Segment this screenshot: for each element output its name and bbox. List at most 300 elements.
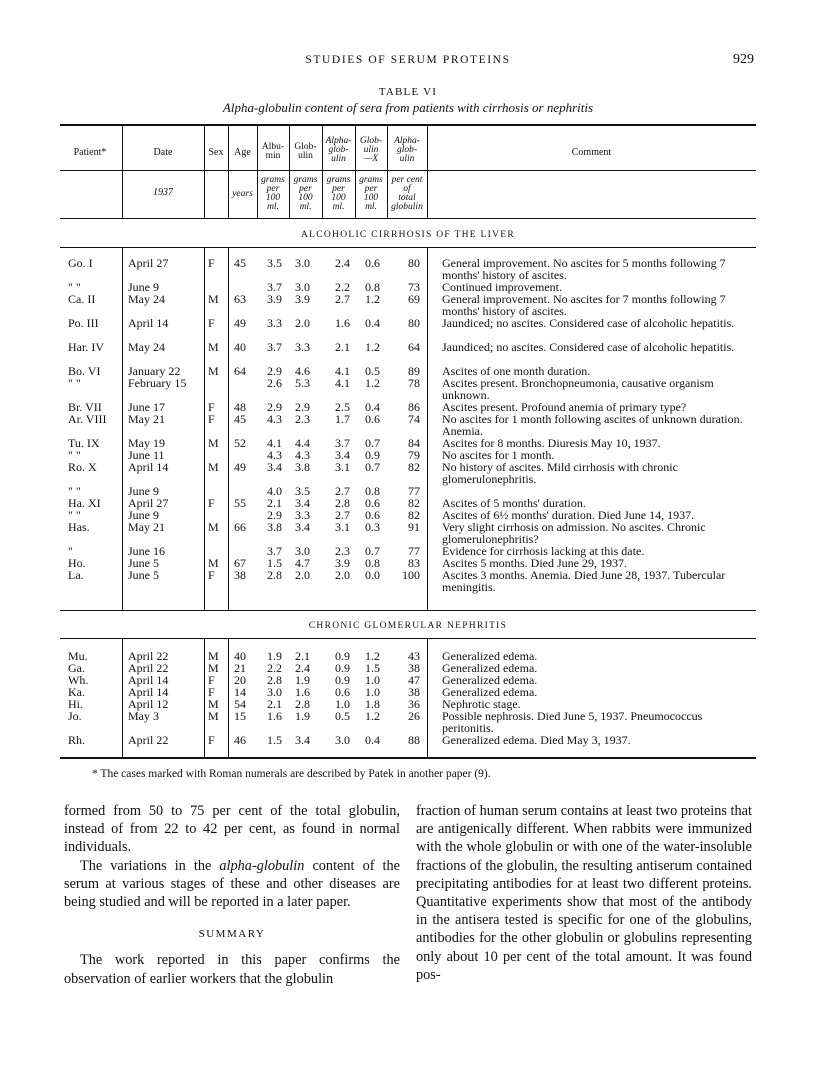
cell-globulin: 4.4: [295, 436, 310, 450]
cell-albumin: 3.7: [267, 340, 282, 354]
unit-globx-l4: ml.: [365, 202, 377, 212]
cell-date: April 14: [128, 460, 169, 474]
unit-age: years: [232, 189, 253, 199]
cell-alpha-pct: 64: [408, 340, 420, 354]
table-caption: [0, 86, 816, 116]
cell-date: June 9: [128, 280, 159, 294]
section-rule: [60, 610, 756, 611]
cell-alpha-globulin: 0.9: [335, 649, 350, 663]
cell-globulin-x: 1.8: [365, 697, 380, 711]
cell-albumin: 2.1: [267, 496, 282, 510]
cell-date: May 19: [128, 436, 165, 450]
cell-alpha-globulin: 2.5: [335, 400, 350, 414]
cell-globulin: 3.0: [295, 544, 310, 558]
cell-sex: M: [208, 556, 219, 570]
cell-patient: Tu. IX: [68, 436, 100, 450]
vline-header: [387, 124, 388, 218]
cell-alpha-pct: 80: [408, 316, 420, 330]
cell-sex: M: [208, 460, 219, 474]
header-globx-l1: Glob-: [359, 136, 383, 146]
cell-globulin: 2.0: [295, 316, 310, 330]
unit-pct-l4: globulin: [391, 202, 423, 212]
cell-globulin-x: 0.7: [365, 460, 380, 474]
cell-patient: " ": [68, 448, 81, 462]
cell-date: April 27: [128, 496, 169, 510]
cell-age: 48: [234, 400, 246, 414]
header-alpha-l1: Alpha-: [325, 136, 352, 146]
cell-alpha-globulin: 2.4: [335, 256, 350, 270]
cell-patient: La.: [68, 568, 84, 582]
cell-date: April 22: [128, 649, 169, 663]
vline-header: [228, 124, 229, 218]
cell-age: 40: [234, 340, 246, 354]
cell-date: June 17: [128, 400, 165, 414]
cell-comment: No ascites for 1 month following ascites of unknown duration. Anemia.: [442, 412, 743, 438]
cell-globulin: 2.8: [295, 697, 310, 711]
cell-globulin: 3.3: [295, 340, 310, 354]
cell-alpha-pct: 77: [408, 544, 420, 558]
cell-patient: Wh.: [68, 673, 89, 687]
running-head: [0, 54, 816, 72]
cell-age: 40: [234, 649, 246, 663]
cell-alpha-pct: 84: [408, 436, 420, 450]
header-date: Date: [153, 147, 173, 158]
cell-globulin: 1.6: [295, 685, 310, 699]
cell-date: April 14: [128, 673, 169, 687]
cell-globulin: 3.5: [295, 484, 310, 498]
header-globulin-x: [355, 137, 387, 164]
cell-alpha-globulin: 3.1: [335, 460, 350, 474]
cell-globulin-x: 0.8: [365, 280, 380, 294]
cell-comment: Ascites of 6½ months' duration. Died June 14, 1937.: [442, 508, 695, 522]
cell-comment: Possible nephrosis. Died June 5, 1937. Pneumococcus peritonitis.: [442, 709, 703, 735]
unit-globulin-l1: grams: [293, 175, 318, 185]
cell-globulin-x: 0.7: [365, 544, 380, 558]
cell-albumin: 3.4: [267, 460, 282, 474]
cell-patient: " ": [68, 484, 81, 498]
cell-sex: M: [208, 520, 219, 534]
header-alpha-pct: [387, 137, 427, 164]
unit-albumin: [257, 176, 289, 212]
cell-alpha-globulin: 2.7: [335, 484, 350, 498]
cell-alpha-pct: 79: [408, 448, 420, 462]
cell-patient: Ro. X: [68, 460, 97, 474]
cell-comment: General improvement. No ascites for 7 months following 7 months' history of ascites.: [442, 292, 726, 318]
cell-globulin-x: 1.0: [365, 673, 380, 687]
vline-header: [427, 124, 428, 218]
cell-alpha-globulin: 2.7: [335, 508, 350, 522]
cell-sex: M: [208, 709, 219, 723]
cell-date: June 9: [128, 484, 159, 498]
cell-alpha-globulin: 3.0: [335, 733, 350, 747]
unit-albumin-l4: ml.: [267, 202, 279, 212]
cell-date: April 27: [128, 256, 169, 270]
cell-albumin: 4.3: [267, 412, 282, 426]
summary-heading: SUMMARY: [198, 928, 266, 941]
cell-globulin: 2.9: [295, 400, 310, 414]
section-title-nephritis: CHRONIC GLOMERULAR NEPHRITIS: [308, 621, 508, 631]
cell-patient: ": [68, 544, 73, 558]
cell-albumin: 3.5: [267, 256, 282, 270]
cell-comment: Ascites for 8 months. Diuresis May 10, 1937.: [442, 436, 661, 450]
cell-date: June 5: [128, 568, 159, 582]
cell-comment: Evidence for cirrhosis lacking at this date.: [442, 544, 645, 558]
cell-globulin: 2.4: [295, 661, 310, 675]
cell-patient: Ca. II: [68, 292, 96, 306]
left-p2-emphasis: alpha-globulin: [219, 857, 305, 874]
cell-sex: F: [208, 685, 215, 699]
cell-alpha-pct: 77: [408, 484, 420, 498]
cell-date: June 9: [128, 508, 159, 522]
cell-patient: Rh.: [68, 733, 86, 747]
cell-globulin: 3.3: [295, 508, 310, 522]
unit-alpha: [322, 176, 355, 212]
cell-age: 66: [234, 520, 246, 534]
cell-alpha-pct: 82: [408, 508, 420, 522]
cell-alpha-globulin: 0.9: [335, 673, 350, 687]
cell-sex: F: [208, 316, 215, 330]
cell-alpha-pct: 43: [408, 649, 420, 663]
cell-albumin: 3.7: [267, 544, 282, 558]
header-alpha-l3: ulin: [331, 154, 346, 164]
cell-comment: Jaundiced; no ascites. Considered case of alcoholic hepatitis.: [442, 340, 735, 354]
cell-age: 67: [234, 556, 246, 570]
cell-comment: No history of ascites. Mild cirrhosis with chronic glomerulonephritis.: [442, 460, 678, 486]
cell-globulin-x: 1.2: [365, 376, 380, 390]
cell-globulin-x: 0.6: [365, 256, 380, 270]
table-title: Alpha-globulin content of sera from patients with cirrhosis or nephritis: [222, 100, 594, 115]
vline-header: [355, 124, 356, 218]
cell-globulin: 3.8: [295, 460, 310, 474]
cell-alpha-pct: 38: [408, 661, 420, 675]
header-globx-l3: —X: [363, 154, 379, 164]
unit-globulin-l3: 100: [298, 193, 313, 203]
header-globulin-l1: Glob-: [294, 142, 317, 152]
header-albumin-l1: Albu-: [261, 142, 285, 152]
cell-globulin: 1.9: [295, 709, 310, 723]
cell-date: April 22: [128, 733, 169, 747]
header-albumin: [257, 143, 289, 161]
cell-globulin-x: 1.2: [365, 709, 380, 723]
cell-patient: Ha. XI: [68, 496, 101, 510]
cell-globulin-x: 0.4: [365, 400, 380, 414]
cell-globulin-x: 1.0: [365, 685, 380, 699]
cell-alpha-pct: 82: [408, 460, 420, 474]
cell-alpha-globulin: 3.7: [335, 436, 350, 450]
cell-albumin: 2.6: [267, 376, 282, 390]
cell-albumin: 3.9: [267, 292, 282, 306]
cell-globulin: 2.1: [295, 649, 310, 663]
cell-comment: Generalized edema.: [442, 649, 538, 663]
cell-globulin-x: 1.2: [365, 340, 380, 354]
cell-alpha-globulin: 2.2: [335, 280, 350, 294]
cell-comment: Ascites 5 months. Died June 29, 1937.: [442, 556, 627, 570]
cell-patient: Has.: [68, 520, 90, 534]
cell-patient: " ": [68, 280, 81, 294]
cell-sex: M: [208, 649, 219, 663]
cell-globulin: 3.0: [295, 280, 310, 294]
cell-date: May 21: [128, 412, 165, 426]
vline-body: [204, 638, 205, 757]
header-mid-rule: [60, 170, 756, 171]
unit-globx-l3: 100: [363, 193, 379, 203]
cell-globulin-x: 0.4: [365, 316, 380, 330]
vline-body: [427, 638, 428, 757]
cell-globulin-x: 0.8: [365, 556, 380, 570]
cell-globulin-x: 0.7: [365, 436, 380, 450]
cell-date: May 24: [128, 292, 165, 306]
header-pct-l2: glob-: [396, 145, 418, 155]
cell-alpha-pct: 38: [408, 685, 420, 699]
cell-alpha-pct: 89: [408, 364, 420, 378]
cell-alpha-globulin: 3.1: [335, 520, 350, 534]
header-patient: Patient*: [73, 147, 107, 158]
cell-albumin: 4.3: [267, 448, 282, 462]
cell-albumin: 3.8: [267, 520, 282, 534]
cell-alpha-globulin: 4.1: [335, 364, 350, 378]
cell-albumin: 3.0: [267, 685, 282, 699]
cell-alpha-pct: 78: [408, 376, 420, 390]
cell-age: 20: [234, 673, 246, 687]
vline-body: [228, 638, 229, 757]
cell-globulin: 4.3: [295, 448, 310, 462]
header-pct-l1: Alpha-: [394, 136, 420, 146]
header-bottom-rule: [60, 218, 756, 219]
cell-alpha-globulin: 2.8: [335, 496, 350, 510]
cell-alpha-globulin: 1.7: [335, 412, 350, 426]
cell-alpha-pct: 82: [408, 496, 420, 510]
cell-albumin: 4.1: [267, 436, 282, 450]
cell-globulin: 3.9: [295, 292, 310, 306]
cell-age: 64: [234, 364, 246, 378]
cell-age: 21: [234, 661, 246, 675]
cell-sex: M: [208, 340, 219, 354]
cell-age: 15: [234, 709, 246, 723]
unit-globulin: [289, 176, 322, 212]
cell-patient: Hi.: [68, 697, 83, 711]
cell-age: 55: [234, 496, 246, 510]
cell-age: 45: [234, 412, 246, 426]
page-number: 929: [733, 52, 754, 67]
header-age: Age: [234, 147, 251, 158]
cell-date: June 11: [128, 448, 165, 462]
cell-alpha-globulin: 2.3: [335, 544, 350, 558]
cell-globulin: 3.4: [295, 496, 310, 510]
cell-sex: M: [208, 364, 219, 378]
cell-comment: Generalized edema.: [442, 661, 538, 675]
cell-patient: Ga.: [68, 661, 85, 675]
cell-age: 46: [234, 733, 246, 747]
unit-globx-l2: per: [364, 184, 378, 194]
cell-alpha-pct: 26: [408, 709, 420, 723]
cell-alpha-globulin: 2.7: [335, 292, 350, 306]
cell-age: 45: [234, 256, 246, 270]
header-pct-l3: ulin: [399, 154, 415, 164]
unit-pct-l1: per cent: [391, 175, 423, 185]
cell-sex: M: [208, 661, 219, 675]
cell-alpha-pct: 86: [408, 400, 420, 414]
cell-patient: Har. IV: [68, 340, 104, 354]
vline-header: [122, 124, 123, 218]
cell-globulin: 3.0: [295, 256, 310, 270]
vline-body: [204, 247, 205, 610]
cell-comment: Ascites present. Bronchopneumonia, causative organism unknown.: [442, 376, 714, 402]
cell-alpha-globulin: 3.4: [335, 448, 350, 462]
cell-sex: F: [208, 496, 215, 510]
cell-alpha-globulin: 2.0: [335, 568, 350, 582]
vline-body: [228, 247, 229, 610]
cell-albumin: 1.6: [267, 709, 282, 723]
left-p2-text-a: The variations in the: [80, 857, 220, 874]
header-alpha-l2: glob-: [328, 145, 349, 155]
cell-albumin: 1.9: [267, 649, 282, 663]
cell-date: May 3: [128, 709, 159, 723]
cell-date: April 12: [128, 697, 169, 711]
cell-comment: Very slight cirrhosis on admission. No ascites. Chronic glomerulonephritis?: [442, 520, 706, 546]
cell-comment: Generalized edema.: [442, 685, 538, 699]
cell-date: February 15: [128, 376, 187, 390]
table-top-rule: [60, 124, 756, 126]
cell-albumin: 2.1: [267, 697, 282, 711]
cell-comment: Ascites of one month duration.: [442, 364, 591, 378]
cell-globulin: 1.9: [295, 673, 310, 687]
cell-date: June 5: [128, 556, 159, 570]
cell-date: April 22: [128, 661, 169, 675]
cell-patient: Ka.: [68, 685, 85, 699]
cell-alpha-pct: 36: [408, 697, 420, 711]
cell-patient: Jo.: [68, 709, 82, 723]
cell-globulin: 3.4: [295, 733, 310, 747]
unit-alpha-l4: ml.: [332, 202, 345, 212]
header-albumin-l2: min: [265, 151, 281, 161]
cell-alpha-globulin: 0.6: [335, 685, 350, 699]
unit-pct-l2: of: [403, 184, 411, 194]
cell-globulin-x: 0.6: [365, 508, 380, 522]
cell-alpha-globulin: 2.1: [335, 340, 350, 354]
cell-albumin: 2.9: [267, 508, 282, 522]
left-paragraph-1: formed from 50 to 75 per cent of the total globulin, instead of from 22 to 42 per cent, as found in normal individuals.: [64, 803, 400, 856]
cell-patient: " ": [68, 376, 81, 390]
unit-pct-l3: total: [398, 193, 416, 203]
cell-globulin-x: 0.6: [365, 496, 380, 510]
section-rule: [60, 247, 756, 248]
cell-sex: F: [208, 673, 215, 687]
unit-alpha-l1: grams: [326, 175, 351, 185]
cell-globulin-x: 1.2: [365, 649, 380, 663]
vline-header: [322, 124, 323, 218]
header-alpha-globulin: [322, 137, 355, 164]
cell-globulin-x: 0.9: [365, 448, 380, 462]
cell-globulin-x: 0.3: [365, 520, 380, 534]
right-column: [416, 802, 752, 984]
cell-albumin: 2.8: [267, 673, 282, 687]
unit-alpha-l3: 100: [331, 193, 346, 203]
cell-alpha-pct: 83: [408, 556, 420, 570]
cell-albumin: 2.8: [267, 568, 282, 582]
cell-comment: Generalized edema. Died May 3, 1937.: [442, 733, 631, 747]
cell-albumin: 2.2: [267, 661, 282, 675]
cell-alpha-globulin: 4.1: [335, 376, 350, 390]
unit-date: 1937: [153, 187, 173, 198]
cell-albumin: 1.5: [267, 733, 282, 747]
cell-albumin: 2.9: [267, 364, 282, 378]
cell-globulin-x: 1.2: [365, 292, 380, 306]
header-sex: Sex: [208, 147, 224, 158]
cell-alpha-pct: 91: [408, 520, 420, 534]
cell-globulin: 2.3: [295, 412, 310, 426]
cell-sex: M: [208, 436, 219, 450]
unit-globulin-l4: ml.: [299, 202, 312, 212]
vline-body: [122, 247, 123, 610]
cell-globulin: 4.7: [295, 556, 310, 570]
cell-patient: Mu.: [68, 649, 88, 663]
cell-comment: Ascites 3 months. Anemia. Died June 28, 1937. Tubercular meningitis.: [442, 568, 726, 594]
cell-alpha-globulin: 1.0: [335, 697, 350, 711]
cell-patient: Ar. VIII: [68, 412, 107, 426]
vline-header: [204, 124, 205, 218]
left-paragraph-3: The work reported in this paper confirms the observation of earlier workers that the globulin: [64, 952, 400, 987]
unit-alpha-l2: per: [332, 184, 345, 194]
cell-sex: F: [208, 256, 215, 270]
unit-globulin-l2: per: [299, 184, 312, 194]
cell-age: 54: [234, 697, 246, 711]
cell-sex: F: [208, 400, 215, 414]
cell-albumin: 4.0: [267, 484, 282, 498]
cell-globulin: 5.3: [295, 376, 310, 390]
unit-albumin-l3: 100: [265, 193, 281, 203]
cell-globulin: 3.4: [295, 520, 310, 534]
cell-globulin: 2.0: [295, 568, 310, 582]
cell-globulin: 4.6: [295, 364, 310, 378]
cell-alpha-pct: 88: [408, 733, 420, 747]
cell-sex: F: [208, 412, 215, 426]
cell-age: 14: [234, 685, 246, 699]
header-globulin: [289, 143, 322, 161]
cell-comment: General improvement. No ascites for 5 months following 7 months' history of ascites.: [442, 256, 726, 282]
section-rule: [60, 638, 756, 639]
cell-age: 63: [234, 292, 246, 306]
cell-date: June 16: [128, 544, 165, 558]
table-label: TABLE VI: [378, 86, 438, 98]
cell-globulin-x: 0.8: [365, 484, 380, 498]
cell-alpha-globulin: 3.9: [335, 556, 350, 570]
cell-alpha-globulin: 1.6: [335, 316, 350, 330]
section-title-cirrhosis: ALCOHOLIC CIRRHOSIS OF THE LIVER: [300, 230, 515, 240]
unit-pct: [387, 176, 427, 212]
cell-alpha-pct: 80: [408, 256, 420, 270]
cell-patient: Ho.: [68, 556, 86, 570]
header-globx-l2: ulin: [363, 145, 379, 155]
cell-albumin: 2.9: [267, 400, 282, 414]
cell-sex: F: [208, 568, 215, 582]
cell-patient: Bo. VI: [68, 364, 101, 378]
vline-body: [427, 247, 428, 610]
unit-albumin-l2: per: [266, 184, 280, 194]
cell-comment: No ascites for 1 month.: [442, 448, 555, 462]
left-p2-text-b: content of the serum at various stages of these and other diseases are being studied and will be reported in a later paper.: [64, 857, 400, 911]
vline-header: [257, 124, 258, 218]
cell-age: 38: [234, 568, 246, 582]
table-footnote: * The cases marked with Roman numerals are described by Patek in another paper (9).: [92, 768, 491, 780]
cell-date: April 14: [128, 316, 169, 330]
cell-sex: M: [208, 292, 219, 306]
header-globulin-l2: ulin: [298, 151, 313, 161]
unit-globx-l1: grams: [359, 175, 383, 185]
cell-date: May 24: [128, 340, 165, 354]
cell-comment: Ascites of 5 months' duration.: [442, 496, 586, 510]
cell-age: 49: [234, 316, 246, 330]
cell-globulin-x: 1.5: [365, 661, 380, 675]
